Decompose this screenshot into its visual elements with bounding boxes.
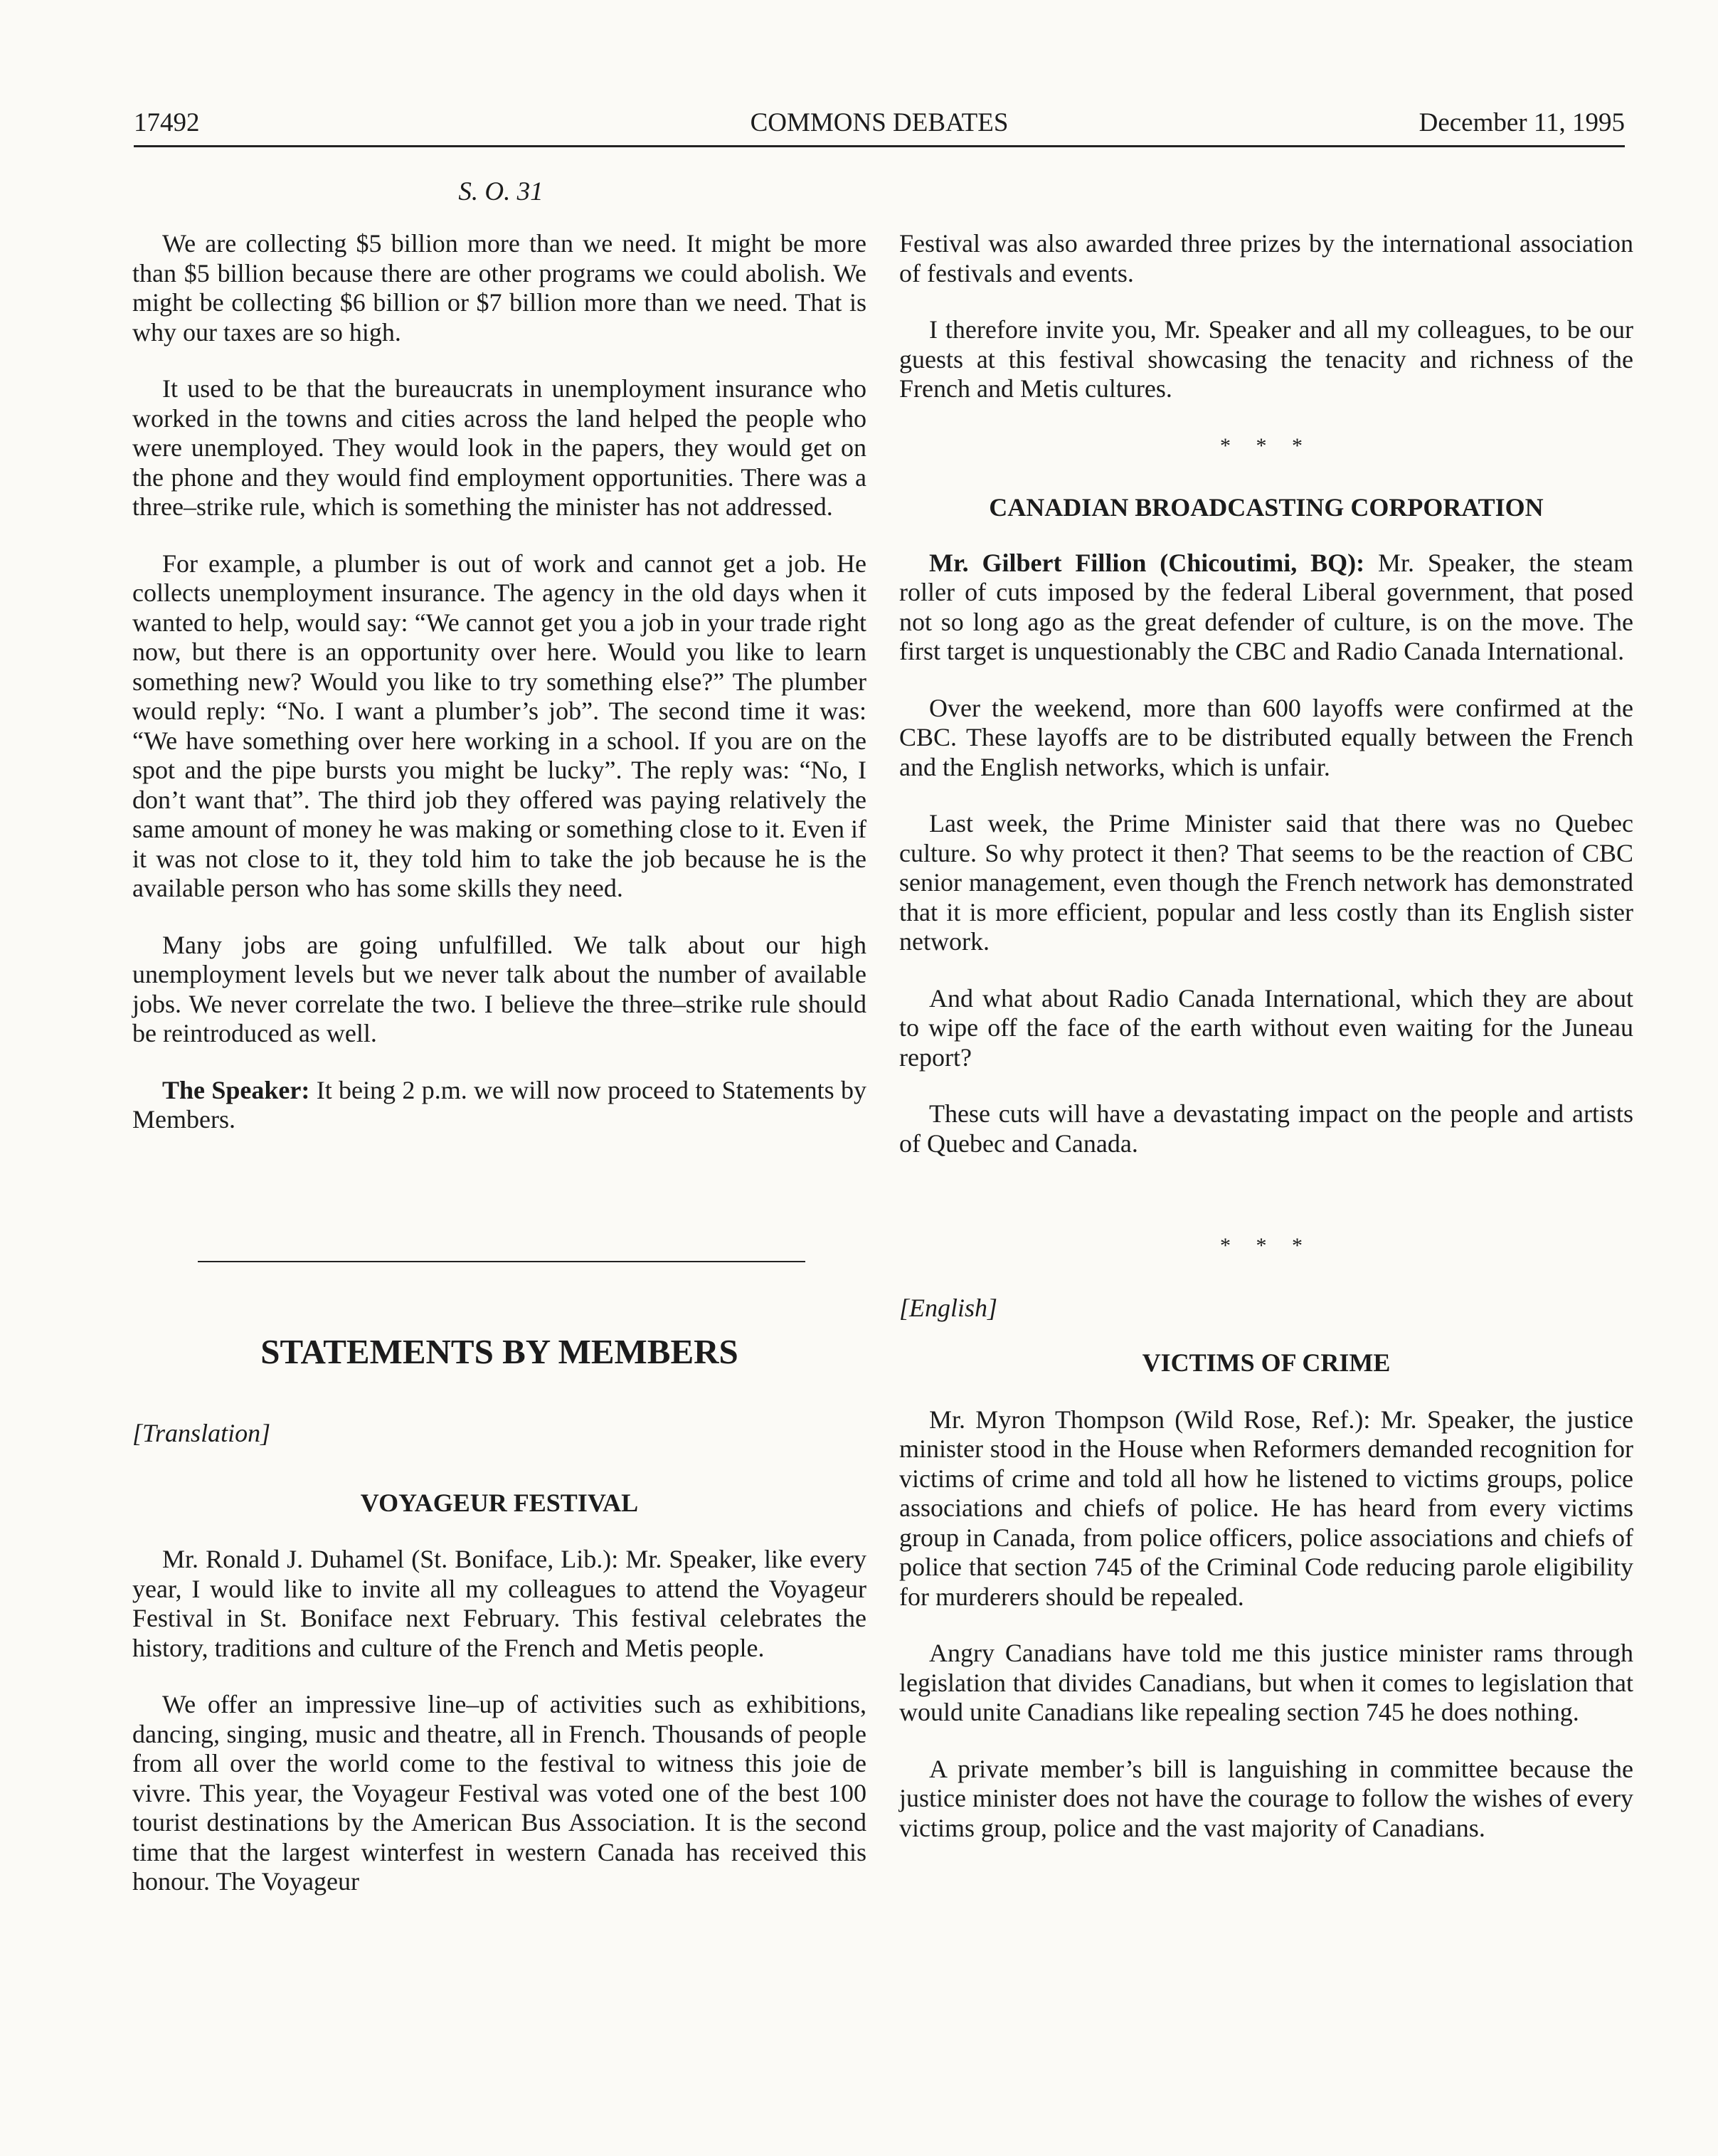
header-rule [134, 145, 1625, 147]
speaker-text: It being 2 p.m. we will now proceed to Statements by Members. [132, 1075, 867, 1134]
section-heading: VICTIMS OF CRIME [1142, 1348, 1391, 1377]
speaker-name: Mr. Gilbert Fillion (Chicoutimi, BQ): [929, 548, 1365, 577]
separator: * * * [1220, 433, 1313, 458]
page-header [134, 105, 1625, 141]
statements-section [132, 1261, 866, 1924]
speaker-text: Mr. Speaker, like every year, I would like to invite all my colleagues to attend the Voyageur Festival in St. Boniface next February. This festival celebrates the history, traditions and culture of the French and Metis people. [132, 1545, 866, 1662]
language-tag: [Translation] [132, 1419, 271, 1447]
section-divider [198, 1261, 805, 1262]
paragraph: For example, a plumber is out of work and cannot get a job. He collects unemployment insurance. The agency in the old days when it wanted to help, would say: “We cannot get you a job in your trade right now, but there is an opportunity over here. Would you like to learn something new? Would you like to try something else?” The plumber would reply: “No. I want a plumber’s job”. The second time it was: “We have something over here working in a school. If you are on the spot and the pipe bursts you might be lucky”. The reply was: “No, I don’t want that”. The third job they offered was paying relatively the same amount of money he was making or something close to it. Even if it was not close to it, they told him to take the job because he is the available person who has some skills they need. [132, 549, 866, 902]
right-column-lower [899, 1224, 1633, 1870]
paragraph: I therefore invite you, Mr. Speaker and all my colleagues, to be our guests at this festival showcasing the tenacity and richness of the French and Metis cultures. [899, 315, 1633, 403]
left-column [132, 229, 866, 1162]
paragraph: Festival was also awarded three prizes by the international association of festivals and events. [899, 229, 1633, 287]
section-heading: VOYAGEUR FESTIVAL [360, 1488, 639, 1517]
statements-heading: STATEMENTS BY MEMBERS [260, 1332, 738, 1371]
speaker-name: The Speaker: [162, 1075, 310, 1104]
paragraph: A private member’s bill is languishing in committee because the justice minister does not have the courage to follow the wishes of every victims group, police and the vast majority of Canadians. [899, 1754, 1633, 1842]
paragraph: Many jobs are going unfulfilled. We talk about our high unemployment levels but we never talk about the number of available jobs. We never correlate the two. I believe the three–strike rule should be reintroduced as well. [132, 930, 866, 1047]
speaker-text: Mr. Speaker, the steam roller of cuts imposed by the federal Liberal government, that posed not so long ago as the great defender of culture, is on the move. The first target is unquestionably the CBC and Radio Canada International. [899, 548, 1633, 665]
right-column [899, 229, 1633, 1185]
page-number: 17492 [134, 108, 200, 137]
standing-order-label: S. O. 31 [458, 177, 543, 206]
paragraph: Last week, the Prime Minister said that there was no Quebec culture. So why protect it then? That seems to be the reaction of CBC senior management, even though the French network has demonstrated that it is more efficient, popular and less costly than its English sister network. [899, 809, 1633, 956]
paragraph: These cuts will have a devastating impact on the people and artists of Quebec and Canada. [899, 1099, 1633, 1158]
speaker-paragraph [899, 549, 1633, 667]
paragraph: We offer an impressive line–up of activities such as exhibitions, dancing, singing, music and theatre, all in French. Thousands of people from all over the world come to the festival to witness this joie de vivre. This year, the Voyageur Festival was voted one of the best 100 tourist destinations by the American Bus Association. It is the second time that the largest winterfest in western Canada has received this honour. The Voyageur [132, 1690, 866, 1896]
section-heading: CANADIAN BROADCASTING CORPORATION [989, 493, 1544, 522]
paragraph: Over the weekend, more than 600 layoffs were confirmed at the CBC. These layoffs are to be distributed equally between the French and the English networks, which is unfair. [899, 693, 1633, 781]
paragraph: It used to be that the bureaucrats in unemployment insurance who worked in the towns and cities across the land helped the people who were unemployed. They would look in the papers, they would get on the phone and they would find employment opportunities. There was a three–strike rule, which is something the minister has not addressed. [132, 374, 866, 521]
speaker-paragraph [899, 1405, 1633, 1612]
publication-title: COMMONS DEBATES [750, 108, 1009, 137]
separator: * * * [1220, 1234, 1313, 1257]
speaker-name: Mr. Ronald J. Duhamel (St. Boniface, Lib.): [162, 1545, 619, 1573]
speaker-paragraph [132, 1076, 866, 1135]
speaker-paragraph [132, 1545, 866, 1663]
paragraph: Angry Canadians have told me this justice minister rams through legislation that divides Canadians, but when it comes to legislation that would unite Canadians like repealing section 745 he does nothing. [899, 1639, 1633, 1726]
speaker-name: Mr. Myron Thompson (Wild Rose, Ref.): [929, 1405, 1371, 1434]
language-tag: [English] [899, 1293, 998, 1322]
paragraph: We are collecting $5 billion more than we need. It might be more than $5 billion because there are other programs we could abolish. We might be collecting $6 billion or $7 billion more than we need. That is why our taxes are so high. [132, 229, 866, 347]
paragraph: And what about Radio Canada International, which they are about to wipe off the face of the earth without even waiting for the Juneau report? [899, 983, 1633, 1072]
speaker-text: Mr. Speaker, the justice minister stood in the House when Reformers demanded recognition for victims of crime and told all how he listened to victims groups, police associations and chiefs of police. He has heard from every victims group in Canada, from police officers, police associations and chiefs of police that section 745 of the Criminal Code reducing parole eligibility for murderers should be repealed. [899, 1405, 1633, 1611]
publication-date: December 11, 1995 [1419, 108, 1625, 137]
